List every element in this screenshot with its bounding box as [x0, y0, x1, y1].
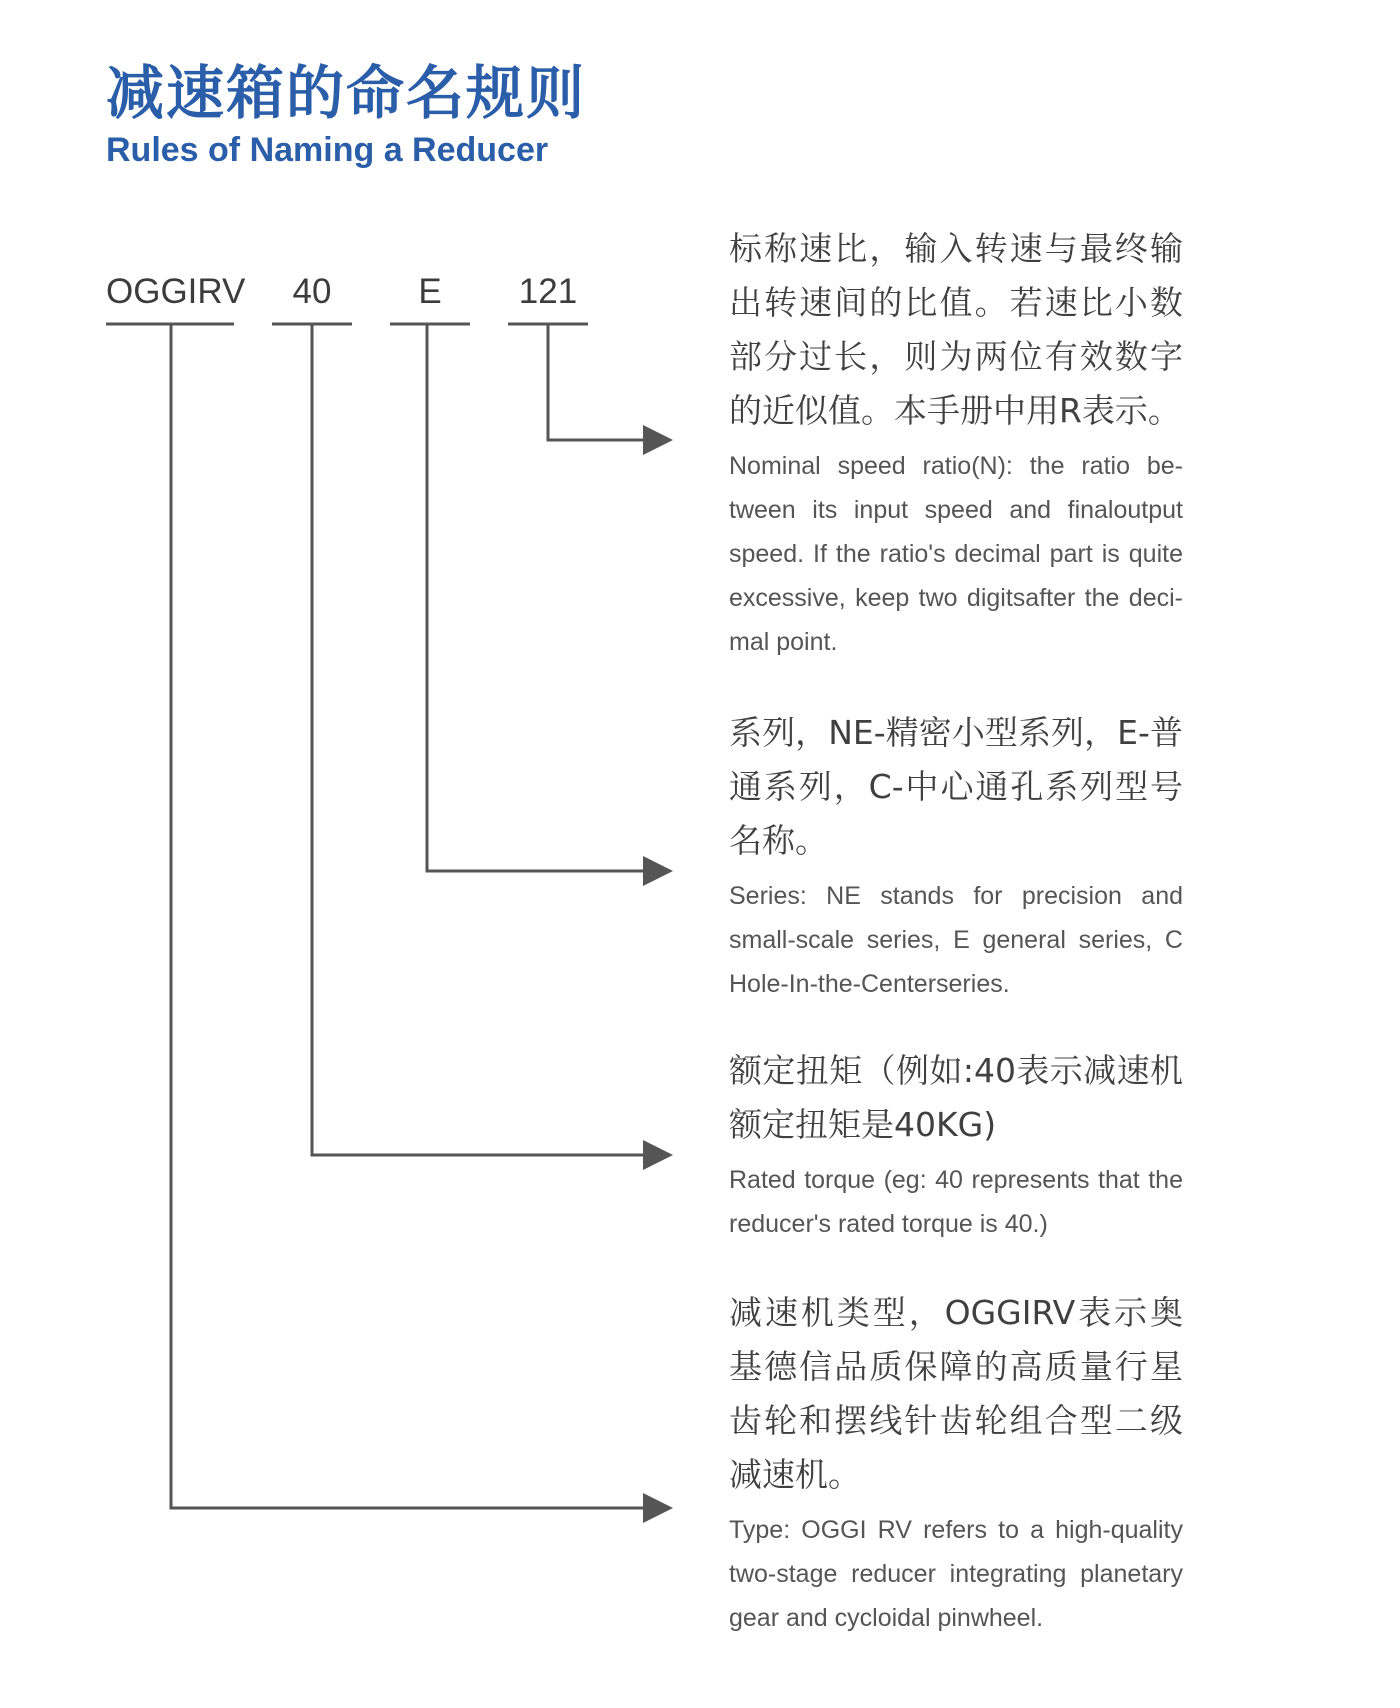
description-type	[729, 1286, 1183, 1640]
description-series-en: Series: NE stands for precision and small-scale series, E general series, C Hole-In-the-Centerseries.	[729, 882, 1183, 998]
connector-torque	[312, 325, 670, 1155]
description-torque-en: Rated torque (eg: 40 represents that the reducer's rated torque is 40.)	[729, 1166, 1183, 1238]
code-part-ratio: 121	[518, 272, 578, 311]
description-ratio-cn: 标称速比，输入转速与最终输出转速间的比值。若速比小数部分过长，则为两位有效数字的近似值。本手册中用R表示。	[729, 229, 1183, 430]
page-subtitle: Rules of Naming a Reducer	[106, 131, 549, 169]
connector-ratio	[548, 325, 670, 440]
connector-type	[171, 325, 670, 1508]
page-title: 减速箱的命名规则	[106, 59, 587, 127]
description-series	[729, 706, 1183, 1006]
code-part-torque: 40	[292, 272, 332, 311]
description-torque-cn: 额定扭矩（例如:40表示减速机额定扭矩是40KG)	[729, 1051, 1183, 1144]
description-series-cn: 系列，NE-精密小型系列，E-普通系列，C-中心通孔系列型号名称。	[729, 713, 1183, 860]
description-type-en: Type: OGGI RV refers to a high-quality two-stage reducer integrating planetary gear and cycloidal pinwheel.	[729, 1516, 1183, 1632]
description-type-cn: 减速机类型，OGGIRV表示奥基德信品质保障的高质量行星齿轮和摆线针齿轮组合型二级减速机。	[729, 1293, 1183, 1494]
code-part-series: E	[418, 272, 442, 311]
description-ratio-en: Nominal speed ratio(N): the ratio be-tween its input speed and finaloutput speed. If the ratio's decimal part is quite excessive, keep two digitsafter the deci-mal point.	[729, 452, 1183, 656]
description-torque	[729, 1044, 1183, 1246]
code-part-type: OGGIRV	[106, 272, 246, 311]
description-ratio	[729, 222, 1183, 664]
